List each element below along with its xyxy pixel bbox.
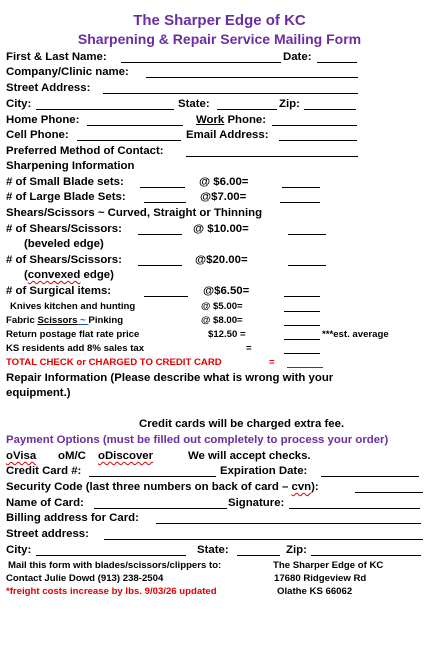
ks-tax-label: KS residents add 8% sales tax [6, 343, 145, 354]
billing-city-field[interactable] [36, 555, 186, 556]
cell-phone-label: Cell Phone: [6, 129, 69, 141]
shears-beveled-total-field[interactable] [288, 234, 326, 235]
large-blade-total-field[interactable] [280, 202, 320, 203]
small-blade-price: @ $6.00= [199, 176, 249, 188]
credit-fee-note: Credit cards will be charged extra fee. [139, 418, 345, 430]
surgical-price: @$6.50= [203, 285, 250, 297]
large-blade-qty-field[interactable] [144, 202, 186, 203]
visa-label: oVisa [6, 450, 37, 462]
billing-city-label: City: [6, 544, 32, 556]
shears-beveled-price: @ $10.00= [193, 223, 249, 235]
expiration-date-field[interactable] [321, 476, 419, 477]
cell-phone-field[interactable] [77, 140, 181, 141]
security-cvn-word: cvn [291, 481, 312, 493]
state-label: State: [178, 98, 210, 110]
sharpening-heading: Sharpening Information [6, 160, 135, 172]
fabric-scissors-word: Scissors [37, 315, 78, 326]
billing-address-label: Billing address for Card: [6, 512, 139, 524]
city-label: City: [6, 98, 32, 110]
total-equals: = [269, 357, 275, 368]
zip-label: Zip: [279, 98, 300, 110]
mc-label: oM/C [58, 450, 86, 462]
fabric-scissors-total-field[interactable] [284, 325, 320, 326]
city-field[interactable] [36, 109, 174, 110]
surgical-label: # of Surgical items: [6, 285, 112, 297]
shears-beveled-label: # of Shears/Scissors: [6, 223, 122, 235]
total-label: TOTAL CHECK or CHARGED TO CREDIT CARD [6, 357, 222, 368]
freight-note: *freight costs increase by lbs. 9/03/26 updated [6, 586, 217, 597]
company-label: Company/Clinic name: [6, 66, 129, 78]
footer-address-line1: 17680 Ridgeview Rd [274, 573, 367, 584]
first-last-name-field[interactable] [121, 62, 281, 63]
credit-card-number-label: Credit Card #: [6, 465, 82, 477]
surgical-qty-field[interactable] [144, 296, 188, 297]
preferred-contact-label: Preferred Method of Contact: [6, 145, 164, 157]
billing-street-field[interactable] [104, 539, 423, 540]
convexed-word: convexed [27, 269, 81, 281]
large-blade-label: # of Large Blade Sets: [6, 191, 126, 203]
discover-label: oDiscover [98, 450, 154, 462]
security-suffix: ): [311, 481, 319, 493]
expiration-date-label: Expiration Date: [220, 465, 308, 477]
name-on-card-field[interactable] [94, 508, 227, 509]
footer-contact: Contact Julie Dowd (913) 238-2504 [6, 573, 164, 584]
street-address-field[interactable] [103, 93, 358, 94]
small-blade-label: # of Small Blade sets: [6, 176, 124, 188]
security-code-label [6, 480, 319, 494]
fabric-scissors-label [6, 314, 123, 328]
mc-option[interactable] [58, 449, 86, 463]
repair-info-line1: Repair Information (Please describe what is wrong with your [6, 372, 334, 384]
discover-option[interactable] [98, 449, 153, 463]
mail-instructions: Mail this form with blades/scissors/clippers to: [8, 560, 222, 571]
security-code-field[interactable] [355, 492, 423, 493]
billing-zip-label: Zip: [286, 544, 307, 556]
state-field[interactable] [217, 109, 277, 110]
ks-tax-equals: = [246, 343, 252, 354]
security-prefix: Security Code (last three numbers on back of card – [6, 481, 292, 493]
shears-beveled-qty-field[interactable] [138, 234, 182, 235]
footer-address-line2: Olathe KS 66062 [277, 586, 353, 597]
shears-convexed-price: @$20.00= [195, 254, 248, 266]
return-postage-price: $12.50 = [208, 329, 246, 340]
first-last-name-label: First & Last Name: [6, 51, 107, 63]
shears-convexed-qty-field[interactable] [138, 265, 182, 266]
convexed-paren-close: edge) [80, 269, 114, 281]
credit-card-number-field[interactable] [89, 476, 216, 477]
form-title: The Sharper Edge of KC [133, 12, 306, 29]
shears-convexed-total-field[interactable] [288, 265, 326, 266]
convexed-edge-note [24, 268, 114, 282]
fabric-prefix: Fabric [6, 315, 38, 326]
return-postage-label: Return postage flat rate price [6, 329, 140, 340]
fabric-scissors-price: @ $8.00= [201, 315, 243, 326]
work-phone-field[interactable] [272, 125, 357, 126]
surgical-total-field[interactable] [284, 296, 320, 297]
work-phone-label [196, 113, 266, 127]
est-average-note: ***est. average [322, 329, 389, 340]
small-blade-qty-field[interactable] [140, 187, 185, 188]
knives-label: Knives kitchen and hunting [10, 301, 136, 312]
signature-field[interactable] [289, 508, 420, 509]
billing-street-label: Street address: [6, 528, 89, 540]
zip-field[interactable] [304, 109, 356, 110]
email-label: Email Address: [186, 129, 269, 141]
payment-heading: Payment Options (must be filled out completely to process your order) [6, 434, 389, 446]
billing-state-label: State: [197, 544, 229, 556]
shears-convexed-label: # of Shears/Scissors: [6, 254, 122, 266]
fabric-tilde: ~ [77, 315, 89, 326]
name-on-card-label: Name of Card: [6, 497, 84, 509]
date-field[interactable] [317, 62, 357, 63]
home-phone-label: Home Phone: [6, 114, 80, 126]
footer-company: The Sharper Edge of KC [273, 560, 384, 571]
small-blade-total-field[interactable] [282, 187, 320, 188]
knives-price: @ $5.00= [201, 301, 243, 312]
preferred-contact-field[interactable] [186, 156, 358, 157]
billing-zip-field[interactable] [311, 555, 421, 556]
shears-heading: Shears/Scissors ~ Curved, Straight or Thinning [6, 207, 263, 219]
date-label: Date: [283, 51, 312, 63]
work-phone-suffix: Phone: [227, 114, 267, 126]
home-phone-field[interactable] [87, 125, 183, 126]
form-subtitle: Sharpening & Repair Service Mailing Form [77, 31, 362, 47]
convexed-paren-open: ( [24, 269, 28, 281]
return-postage-total-field[interactable] [284, 339, 320, 340]
fabric-pinking-word: Pinking [88, 315, 124, 326]
ks-tax-total-field[interactable] [284, 353, 320, 354]
billing-state-field[interactable] [237, 555, 280, 556]
signature-label: Signature: [228, 497, 285, 509]
beveled-edge-note: (beveled edge) [24, 238, 104, 250]
email-field[interactable] [279, 140, 357, 141]
billing-address-field[interactable] [156, 523, 421, 524]
work-word: Work [196, 114, 225, 126]
street-address-label: Street Address: [6, 82, 91, 94]
repair-info-line2: equipment.) [6, 387, 71, 399]
large-blade-price: @$7.00= [200, 191, 247, 203]
visa-option[interactable] [6, 449, 36, 463]
knives-total-field[interactable] [284, 311, 320, 312]
accept-checks-note: We will accept checks. [188, 450, 311, 462]
total-field[interactable] [287, 367, 323, 368]
company-field[interactable] [146, 77, 358, 78]
